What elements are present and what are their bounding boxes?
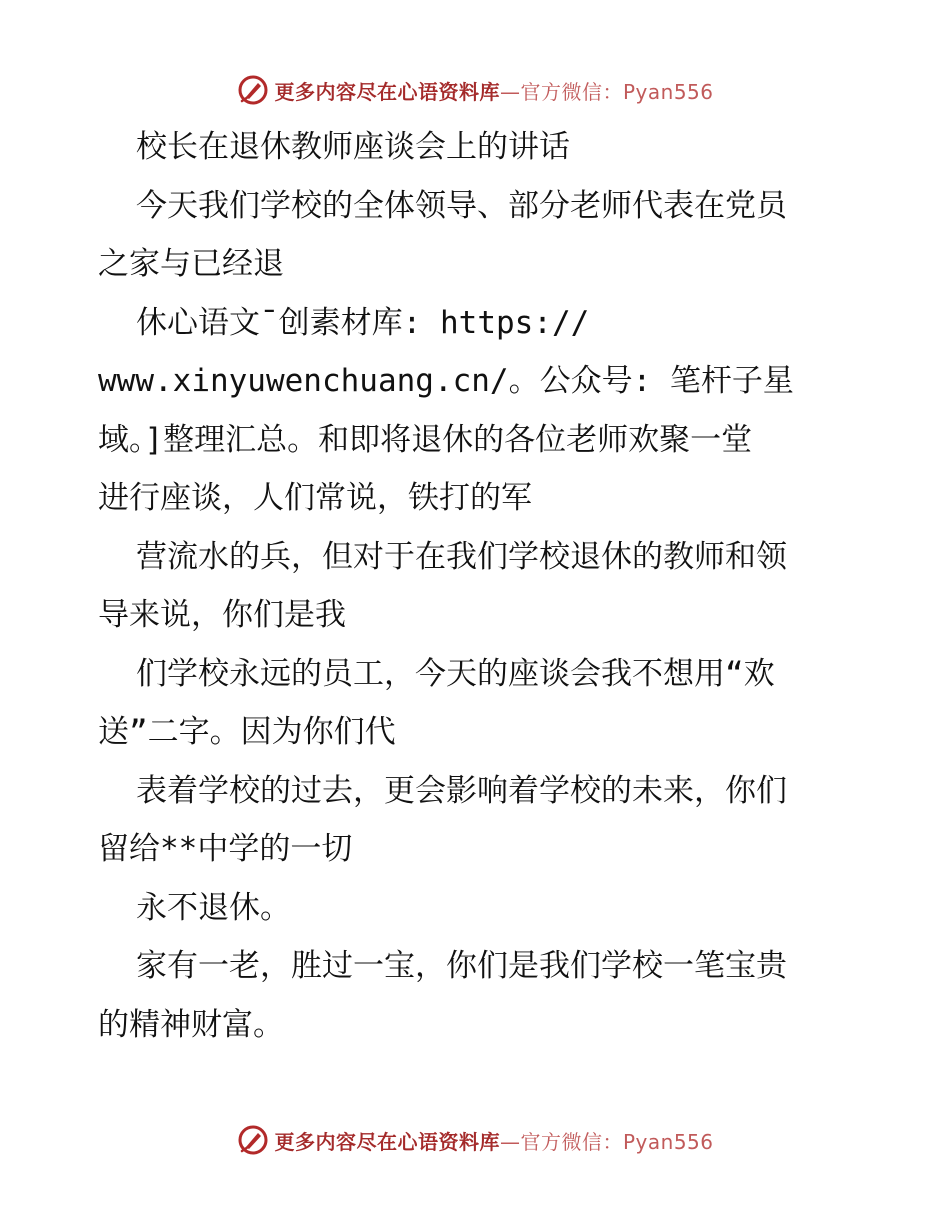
header-banner <box>0 70 950 110</box>
banner-separator: — <box>499 1129 521 1154</box>
text-line: 家有一老，胜过一宝，你们是我们学校一笔宝贵 <box>136 948 787 984</box>
text-line: 休心语文¯创素材库: https:// <box>136 304 590 341</box>
document-title: 校长在退休教师座谈会上的讲话 <box>136 129 570 165</box>
text-line: 们学校永远的员工，今天的座谈会我不想用“欢 <box>136 655 775 692</box>
banner-account: Pyan556 <box>622 1129 714 1154</box>
text-line: 表着学校的过去，更会影响着学校的未来，你们 <box>136 772 787 809</box>
text-line: 今天我们学校的全体领导、部分老师代表在党员 <box>136 187 787 224</box>
quill-logo-icon <box>236 73 270 107</box>
banner-official: 官方微信： <box>520 79 623 104</box>
footer-banner <box>0 1120 950 1160</box>
banner-account: Pyan556 <box>622 79 714 104</box>
text-line: 进行座谈，人们常说，铁打的军 <box>98 480 532 516</box>
banner-brand: 更多内容尽在心语资料库 <box>274 79 500 104</box>
text-line: 之家与已经退 <box>98 246 284 282</box>
banner-text <box>274 1126 713 1155</box>
text-line: www.xinyuwenchuang.cn/。公众号: 笔杆子星 <box>98 363 794 399</box>
text-line: 留给**中学的一切 <box>98 831 353 867</box>
banner-brand: 更多内容尽在心语资料库 <box>274 1129 500 1154</box>
text-line: 导来说，你们是我 <box>98 597 346 633</box>
document-body <box>98 118 854 1054</box>
banner-text <box>274 76 713 105</box>
text-line: 送”二字。因为你们代 <box>98 714 396 750</box>
text-line: 的精神财富。 <box>98 1006 284 1043</box>
text-line: 域。]整理汇总。和即将退休的各位老师欢聚一堂 <box>98 421 753 458</box>
text-line: 永不退休。 <box>136 889 291 926</box>
quill-logo-icon <box>236 1123 270 1157</box>
banner-official: 官方微信： <box>520 1129 623 1154</box>
text-line: 营流水的兵，但对于在我们学校退休的教师和领 <box>136 538 787 575</box>
banner-separator: — <box>499 79 521 104</box>
